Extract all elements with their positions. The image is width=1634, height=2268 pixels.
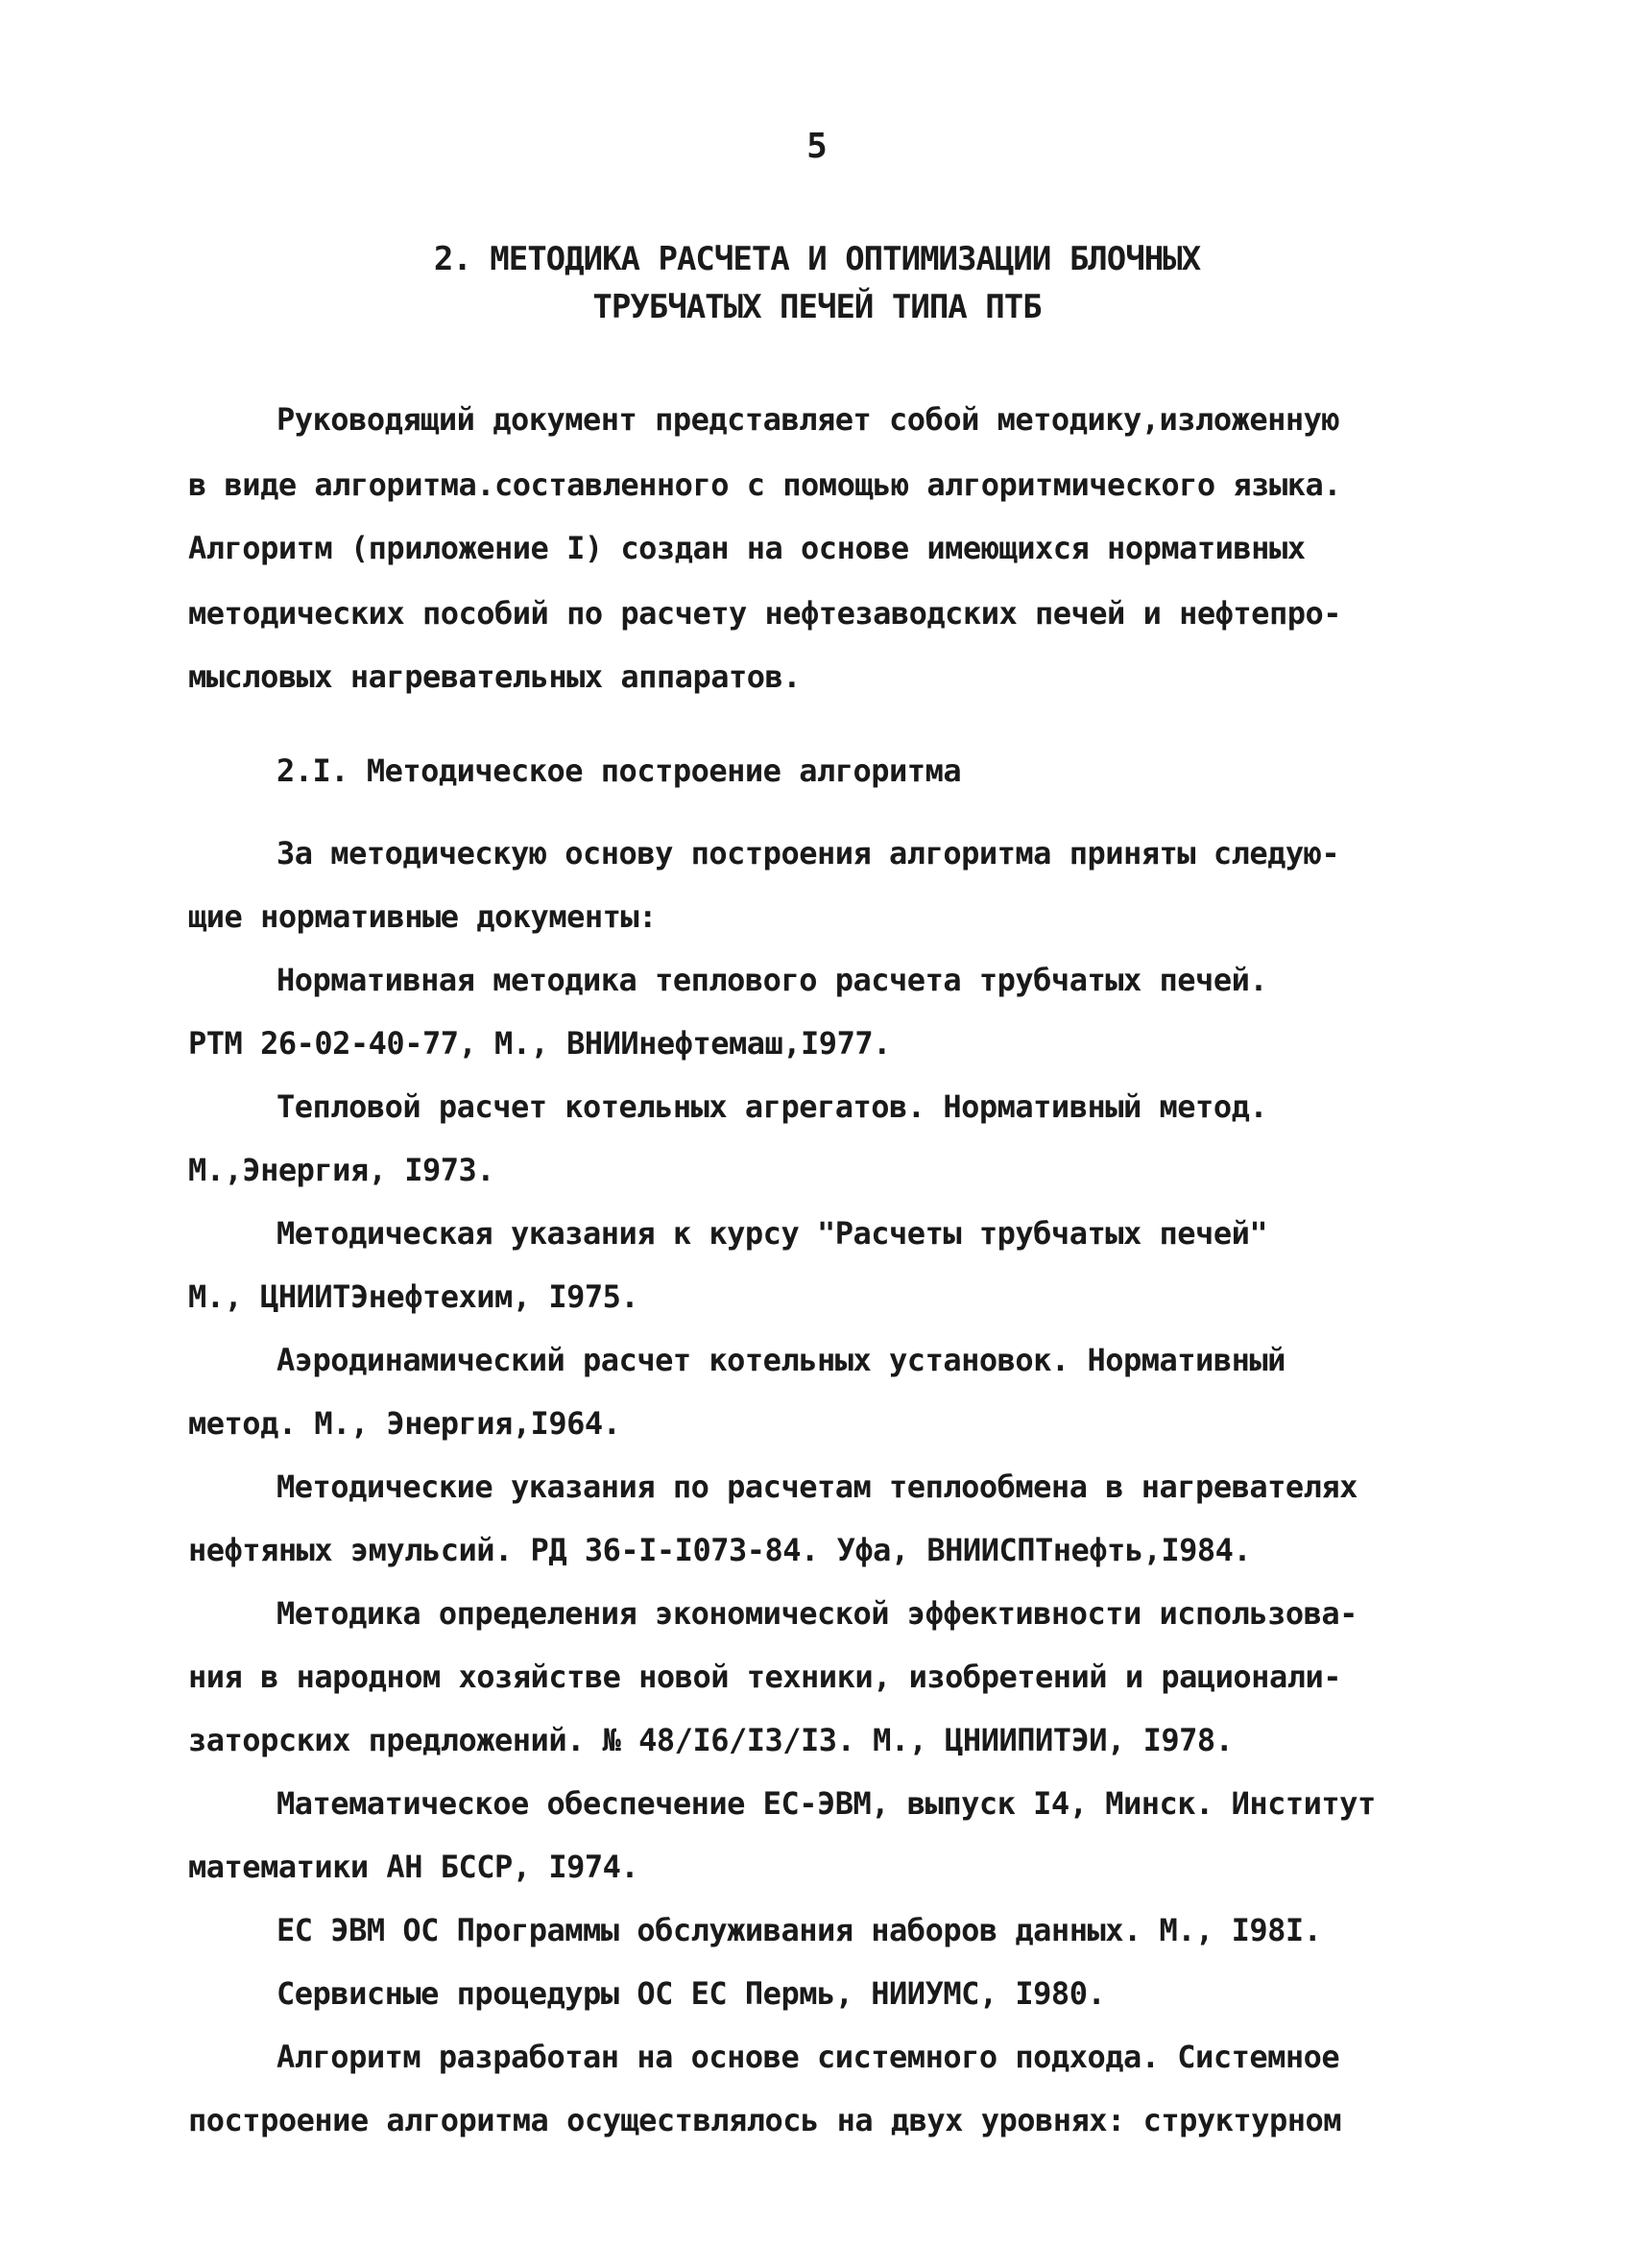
reference-line: Методическая указания к курсу "Расчеты трубчатых печей" (276, 1215, 1268, 1252)
reference-line: ЕС ЭВМ ОС Программы обслуживания наборов данных. М., I98I. (276, 1912, 1322, 1948)
reference-line: Методические указания по расчетам теплообмена в нагревателях (276, 1468, 1358, 1505)
reference-line: М., ЦНИИТЭнефтехим, I975. (188, 1278, 639, 1315)
paragraph-line: Руководящий документ представляет собой методику,изложенную (276, 401, 1340, 438)
reference-line: Методика определения экономической эффективности использова- (276, 1595, 1358, 1632)
paragraph-line: щие нормативные документы: (188, 898, 657, 935)
page-number: 5 (806, 127, 828, 166)
reference-line: Сервисные процедуры ОС ЕС Пермь, НИИУМС, I980. (276, 1975, 1106, 2012)
paragraph-line: в виде алгоритма.составленного с помощью алгоритмического языка. (188, 466, 1341, 503)
paragraph-line: За методическую основу построения алгоритма приняты следую- (276, 835, 1340, 871)
subsection-heading: 2.I. Методическое построение алгоритма (276, 752, 962, 789)
reference-line: заторских предложений. № 48/I6/I3/I3. М., ЦНИИПИТЭИ, I978. (188, 1722, 1234, 1758)
section-title-line-2: ТРУБЧАТЫХ ПЕЧЕЙ ТИПА ПТБ (592, 288, 1042, 326)
reference-line: М.,Энергия, I973. (188, 1152, 495, 1188)
paragraph-line: Алгоритм разработан на основе системного подхода. Системное (276, 2039, 1340, 2075)
reference-line: нефтяных эмульсий. РД 36-I-I073-84. Уфа, ВНИИСПТнефть,I984. (188, 1532, 1252, 1568)
reference-line: Математическое обеспечение ЕС-ЭВМ, выпуск I4, Минск. Институт (276, 1785, 1376, 1822)
reference-line: ния в народном хозяйстве новой техники, изобретений и рационали- (188, 1659, 1341, 1695)
paragraph-line: методических пособий по расчету нефтезаводских печей и нефтепро- (188, 595, 1341, 632)
reference-line: Нормативная методика теплового расчета трубчатых печей. (276, 962, 1268, 998)
paragraph-line: построение алгоритма осуществлялось на двух уровнях: структурном (188, 2102, 1341, 2138)
reference-line: математики АН БССР, I974. (188, 1849, 639, 1885)
reference-line: РТМ 26-02-40-77, М., ВНИИнефтемаш,I977. (188, 1025, 891, 1062)
paragraph-line: мысловых нагревательных аппаратов. (188, 658, 802, 695)
section-title-line-1: 2. МЕТОДИКА РАСЧЕТА И ОПТИМИЗАЦИИ БЛОЧНЫХ (433, 240, 1201, 278)
paragraph-line: Алгоритм (приложение I) создан на основе имеющихся нормативных (188, 530, 1306, 566)
reference-line: метод. М., Энергия,I964. (188, 1405, 621, 1442)
reference-line: Аэродинамический расчет котельных установок. Нормативный (276, 1342, 1286, 1378)
reference-line: Тепловой расчет котельных агрегатов. Нормативный метод. (276, 1088, 1268, 1125)
